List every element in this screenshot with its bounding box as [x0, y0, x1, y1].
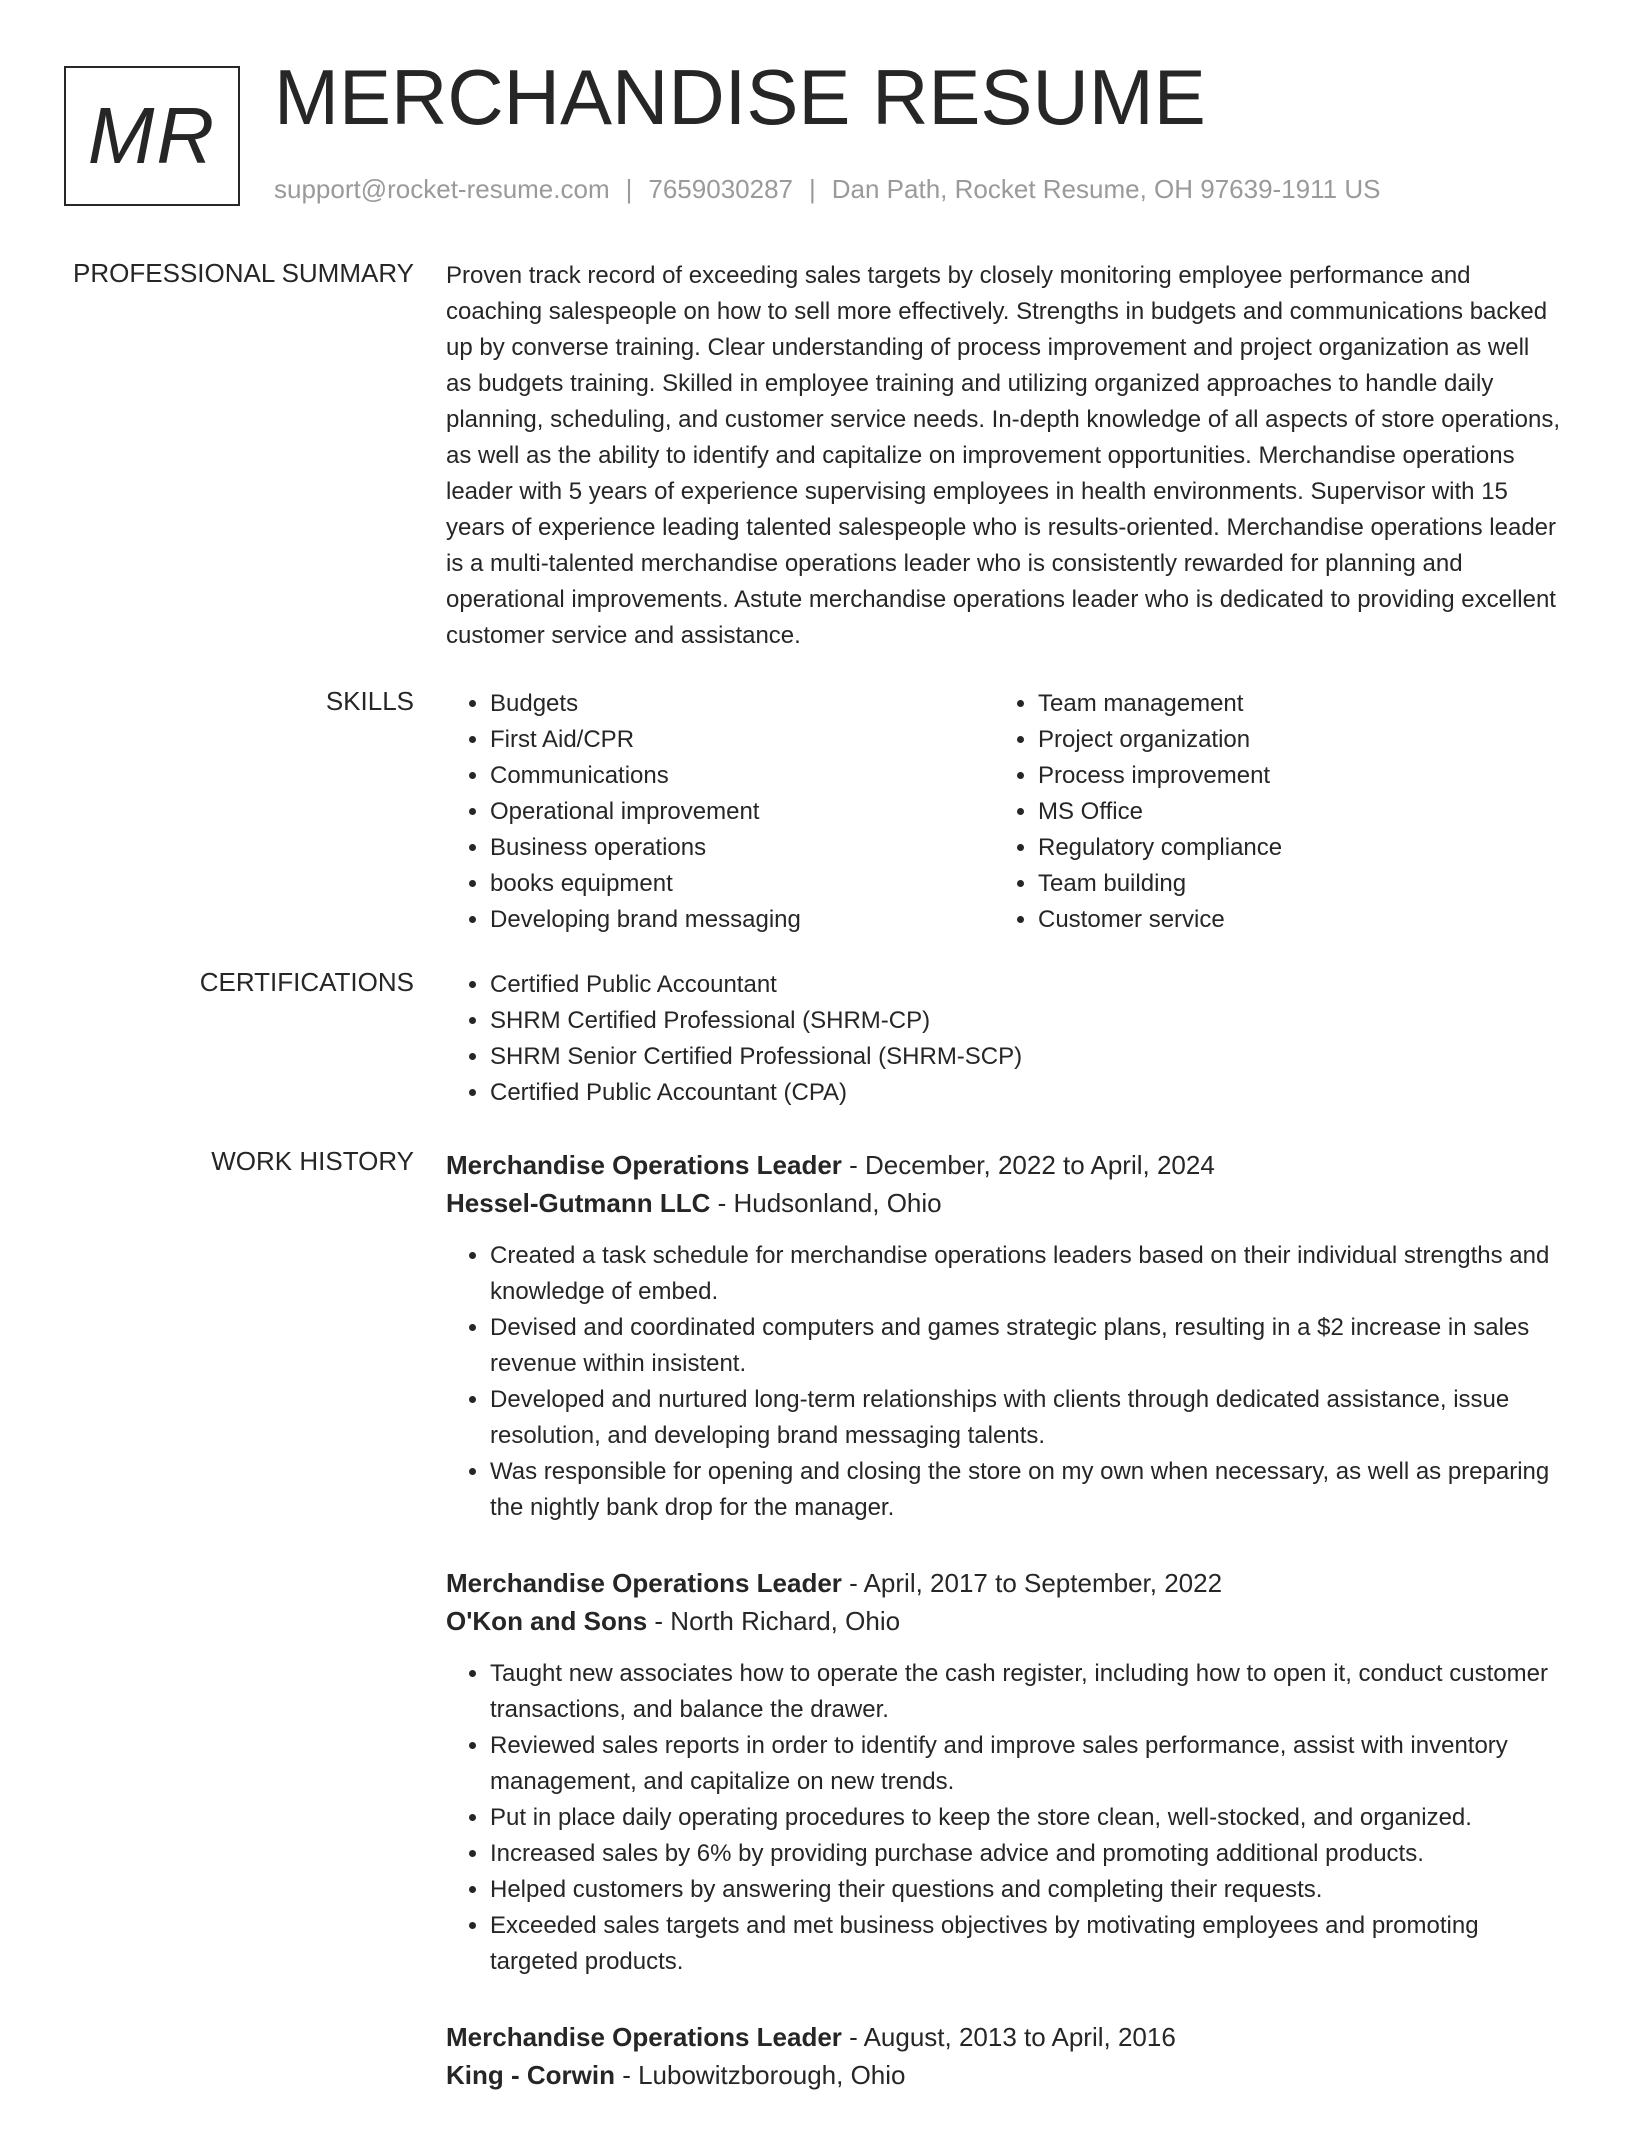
job-bullet-list	[446, 1656, 1560, 1980]
job-company: O'Kon and Sons	[446, 1606, 648, 1636]
skill-list	[446, 686, 994, 938]
certifications-label: CERTIFICATIONS	[199, 967, 414, 997]
job-title-line	[446, 1564, 1560, 1602]
skill-list	[994, 686, 1542, 938]
skill-item: • Customer service	[1038, 902, 1542, 938]
certifications-body	[446, 967, 1560, 1111]
job-entry	[446, 1564, 1560, 1980]
job-bullet: • Developed and nurtured long-term relationships with clients through dedicated assistance, issue resolution, and developing brand messaging talents.	[490, 1382, 1560, 1454]
summary-text: Proven track record of exceeding sales targets by closely monitoring employee performance and coaching salespeople on how to sell more effectively. Strengths in budgets and communications backed up by converse training. Clear understanding of process improvement and project organization as well as budgets training. Skilled in employee training and utilizing organized approaches to handle daily planning, scheduling, and customer service needs. In-depth knowledge of all aspects of store operations, as well as the ability to identify and capitalize on improvement opportunities. Merchandise operations leader with 5 years of experience supervising employees in health environments. Supervisor with 15 years of experience leading talented salespeople who is results-oriented. Merchandise operations leader is a multi-talented merchandise operations leader who is consistently rewarded for planning and operational improvements. Astute merchandise operations leader who is dedicated to providing excellent customer service and assistance.	[446, 262, 1561, 649]
contact-address: Dan Path, Rocket Resume, OH 97639-1911 US	[831, 174, 1381, 204]
job-location: - Hudsonland, Ohio	[710, 1188, 942, 1218]
summary-label: PROFESSIONAL SUMMARY	[73, 258, 414, 288]
skill-item: • Regulatory compliance	[1038, 830, 1542, 866]
skill-item: • Team management	[1038, 686, 1542, 722]
job-company-line	[446, 1184, 1560, 1222]
skill-item: • Communications	[490, 758, 994, 794]
certification-item: • SHRM Senior Certified Professional (SHRM-SCP)	[490, 1039, 1560, 1075]
job-location: - Lubowitzborough, Ohio	[614, 2060, 906, 2090]
skill-item: • Process improvement	[1038, 758, 1542, 794]
resume-title: MERCHANDISE RESUME	[274, 53, 1206, 141]
job-bullet: • Reviewed sales reports in order to identify and improve sales performance, assist with inventory management, and capitalize on new trends.	[490, 1728, 1560, 1800]
job-bullet: • Taught new associates how to operate the cash register, including how to open it, conduct customer transactions, and balance the drawer.	[490, 1656, 1560, 1728]
summary-body	[446, 258, 1560, 654]
contact-separator: |	[625, 174, 633, 204]
job-bullet: • Increased sales by 6% by providing purchase advice and promoting additional products.	[490, 1836, 1560, 1872]
job-bullet: • Helped customers by answering their questions and completing their requests.	[490, 1872, 1560, 1908]
skills-label: SKILLS	[325, 686, 414, 716]
job-dates: - April, 2017 to September, 2022	[841, 1568, 1223, 1598]
job-title: Merchandise Operations Leader	[446, 1150, 842, 1180]
job-title: Merchandise Operations Leader	[446, 2022, 842, 2052]
skill-item: • Business operations	[490, 830, 994, 866]
job-company: King - Corwin	[446, 2060, 615, 2090]
job-company-line	[446, 2056, 1560, 2094]
job-title: Merchandise Operations Leader	[446, 1568, 842, 1598]
skill-item: • books equipment	[490, 866, 994, 902]
skill-item: • Team building	[1038, 866, 1542, 902]
skills-column-right	[994, 686, 1542, 938]
skill-item: • Budgets	[490, 686, 994, 722]
certification-item: • Certified Public Accountant (CPA)	[490, 1075, 1560, 1111]
certification-list	[446, 967, 1560, 1111]
skill-item: • MS Office	[1038, 794, 1542, 830]
work-history-body	[446, 1146, 1560, 2132]
contact-line	[274, 174, 1380, 205]
skill-item: • First Aid/CPR	[490, 722, 994, 758]
skills-column-left	[446, 686, 994, 938]
skill-item: • Developing brand messaging	[490, 902, 994, 938]
job-dates: - December, 2022 to April, 2024	[841, 1150, 1215, 1180]
skills-body	[446, 686, 1560, 938]
contact-phone[interactable]: 7659030287	[648, 174, 793, 204]
contact-separator: |	[809, 174, 816, 204]
certification-item: • Certified Public Accountant	[490, 967, 1560, 1003]
skill-item: • Operational improvement	[490, 794, 994, 830]
job-title-line	[446, 1146, 1560, 1184]
certification-item: • SHRM Certified Professional (SHRM-CP)	[490, 1003, 1560, 1039]
job-bullet-list	[446, 1238, 1560, 1526]
job-location: - North Richard, Ohio	[647, 1606, 901, 1636]
contact-email[interactable]: support@rocket-resume.com	[274, 174, 610, 204]
job-bullet: • Created a task schedule for merchandise operations leaders based on their individual strengths and knowledge of embed.	[490, 1238, 1560, 1310]
job-bullet: • Devised and coordinated computers and games strategic plans, resulting in a $2 increase in sales revenue within insistent.	[490, 1310, 1560, 1382]
monogram-logo: MR	[64, 66, 240, 206]
job-bullet: • Put in place daily operating procedures to keep the store clean, well-stocked, and organized.	[490, 1800, 1560, 1836]
job-entry	[446, 1146, 1560, 1526]
job-bullet: • Exceeded sales targets and met business objectives by motivating employees and promoting targeted products.	[490, 1908, 1560, 1980]
work-history-label: WORK HISTORY	[211, 1146, 414, 1176]
job-entry	[446, 2018, 1560, 2094]
job-dates: - August, 2013 to April, 2016	[841, 2022, 1176, 2052]
job-title-line	[446, 2018, 1560, 2056]
skills-grid	[446, 686, 1560, 938]
skill-item: • Project organization	[1038, 722, 1542, 758]
job-company: Hessel-Gutmann LLC	[446, 1188, 711, 1218]
job-company-line	[446, 1602, 1560, 1640]
job-bullet: • Was responsible for opening and closing the store on my own when necessary, as well as preparing the nightly bank drop for the manager.	[490, 1454, 1560, 1526]
